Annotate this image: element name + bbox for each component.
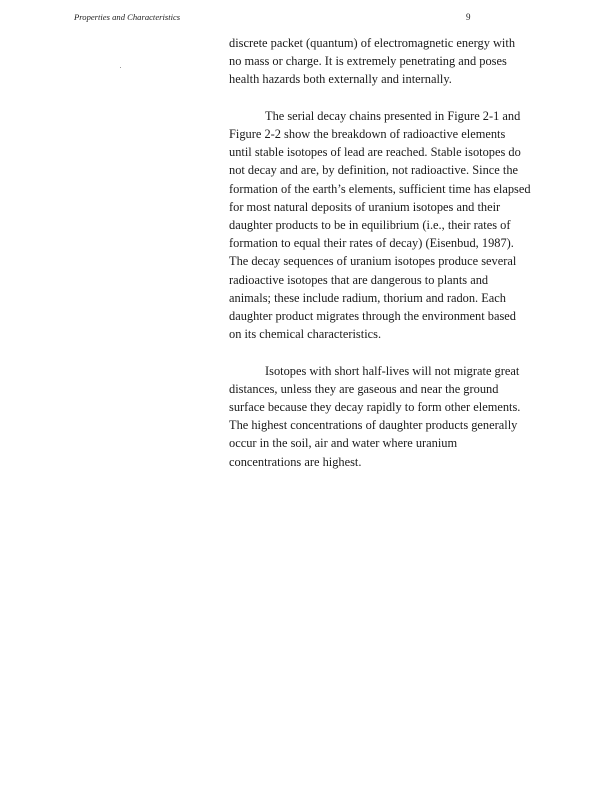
running-header-title: Properties and Characteristics	[74, 12, 181, 22]
text-line: animals; these include radium, thorium and radon. Each	[229, 290, 506, 305]
text-line: concentrations are highest.	[229, 454, 362, 469]
text-line: until stable isotopes of lead are reached. Stable isotopes do	[229, 145, 521, 160]
text-line: daughter product migrates through the environment based	[229, 309, 516, 324]
page-number: 9	[466, 12, 471, 22]
text-line: surface because they decay rapidly to form other elements.	[229, 400, 521, 415]
text-line: radioactive isotopes that are dangerous to plants and	[229, 272, 489, 287]
text-line: Isotopes with short half-lives will not migrate great	[265, 363, 520, 378]
text-line: The decay sequences of uranium isotopes produce several	[229, 254, 517, 269]
text-line: not decay and are, by definition, not radioactive. Since the	[229, 163, 519, 178]
text-line: on its chemical characteristics.	[229, 327, 382, 342]
text-line: occur in the soil, air and water where uranium	[229, 436, 458, 451]
text-line: The serial decay chains presented in Figure 2-1 and	[265, 108, 521, 123]
paragraph-decay-chains	[229, 107, 569, 344]
text-line: no mass or charge. It is extremely penetrating and poses	[229, 54, 507, 69]
text-line: Figure 2-2 show the breakdown of radioactive elements	[229, 127, 506, 141]
body-text	[229, 34, 569, 489]
text-line: formation of the earth’s elements, sufficient time has elapsed	[229, 181, 531, 196]
text-line: distances, unless they are gaseous and near the ground	[229, 381, 499, 396]
scan-artifact	[120, 67, 121, 68]
text-line: The highest concentrations of daughter products generally	[229, 418, 518, 433]
paragraph-gamma-ray-continuation	[229, 34, 569, 89]
text-line: health hazards both externally and internally.	[229, 72, 452, 87]
text-line: for most natural deposits of uranium isotopes and their	[229, 199, 501, 214]
text-line: discrete packet (quantum) of electromagnetic energy with	[229, 36, 516, 50]
text-line: formation to equal their rates of decay) (Eisenbud, 1987).	[229, 236, 514, 251]
paragraph-half-lives	[229, 362, 569, 471]
text-line: daughter products to be in equilibrium (i.e., their rates of	[229, 218, 511, 233]
